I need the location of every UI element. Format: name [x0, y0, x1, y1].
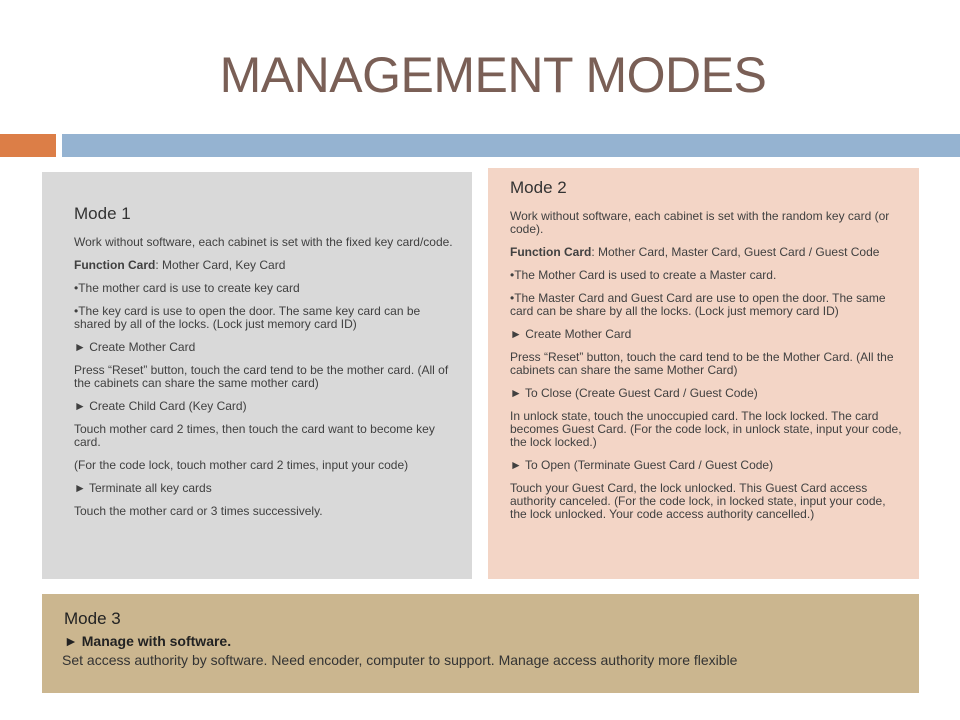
mode2-step1-title: ► Create Mother Card [510, 327, 632, 341]
mode2-bullet-1: •The Mother Card is used to create a Master card. [510, 268, 777, 282]
mode3-heading: Mode 3 [64, 609, 121, 628]
mode2-step3-text: Touch your Guest Card, the lock unlocked. This Guest Card access authority canceled. (For the code lock, in locked state, input your code, the lock unlocked. Your code access authority cancelled.) [510, 481, 886, 521]
mode1-step2-note: (For the code lock, touch mother card 2 times, input your code) [74, 458, 409, 472]
mode1-function-label: Function Card [74, 258, 156, 272]
mode2-step1-text: Press “Reset” button, touch the card tend to be the Mother Card. (All the cabinets can share the same Mother Card) [510, 350, 894, 377]
mode1-heading: Mode 1 [74, 204, 131, 223]
mode2-panel [488, 168, 919, 579]
accent-bar-blue [62, 134, 960, 157]
mode1-function-value: : Mother Card, Key Card [155, 258, 286, 272]
mode3-panel [42, 594, 919, 693]
accent-bar-orange [0, 134, 56, 157]
mode1-intro: Work without software, each cabinet is set with the fixed key card/code. [74, 235, 453, 249]
mode1-function-card [74, 259, 460, 272]
mode1-bullet-2: •The key card is use to open the door. The same key card can be shared by all of the locks. (Lock just memory card ID) [74, 304, 421, 331]
mode1-step3-text: Touch the mother card or 3 times successively. [74, 504, 323, 518]
mode1-step1-title: ► Create Mother Card [74, 340, 196, 354]
mode2-step3-title: ► To Open (Terminate Guest Card / Guest Code) [510, 458, 774, 472]
mode1-step2-text: Touch mother card 2 times, then touch the card want to become key card. [74, 422, 435, 449]
mode1-step1-text: Press “Reset” button, touch the card tend to be the mother card. (All of the cabinets can share the same mother card) [74, 363, 449, 390]
mode1-step3-title: ► Terminate all key cards [74, 481, 212, 495]
mode2-function-card [510, 246, 905, 259]
mode2-heading: Mode 2 [510, 178, 567, 197]
mode2-step2-title: ► To Close (Create Guest Card / Guest Code) [510, 386, 758, 400]
mode1-panel [42, 172, 472, 579]
page-title: MANAGEMENT MODES [219, 47, 767, 103]
mode1-bullet-1: •The mother card is use to create key card [74, 281, 300, 295]
mode3-subtitle: ► Manage with software. [64, 633, 232, 649]
mode2-bullet-2: •The Master Card and Guest Card are use to open the door. The same card can be share by all the locks. (Lock just memory card ID) [510, 291, 886, 318]
mode3-text: Set access authority by software. Need encoder, computer to support. Manage access authority more flexible [62, 652, 738, 668]
mode1-step2-title: ► Create Child Card (Key Card) [74, 399, 247, 413]
mode2-function-label: Function Card [510, 245, 592, 259]
mode2-step2-text: In unlock state, touch the unoccupied card. The lock locked. The card becomes Guest Card. (For the code lock, in unlock state, input your code, the lock locked.) [510, 409, 902, 449]
mode2-intro: Work without software, each cabinet is set with the random key card (or code). [510, 209, 890, 236]
mode2-function-value: : Mother Card, Master Card, Guest Card / Guest Code [591, 245, 880, 259]
